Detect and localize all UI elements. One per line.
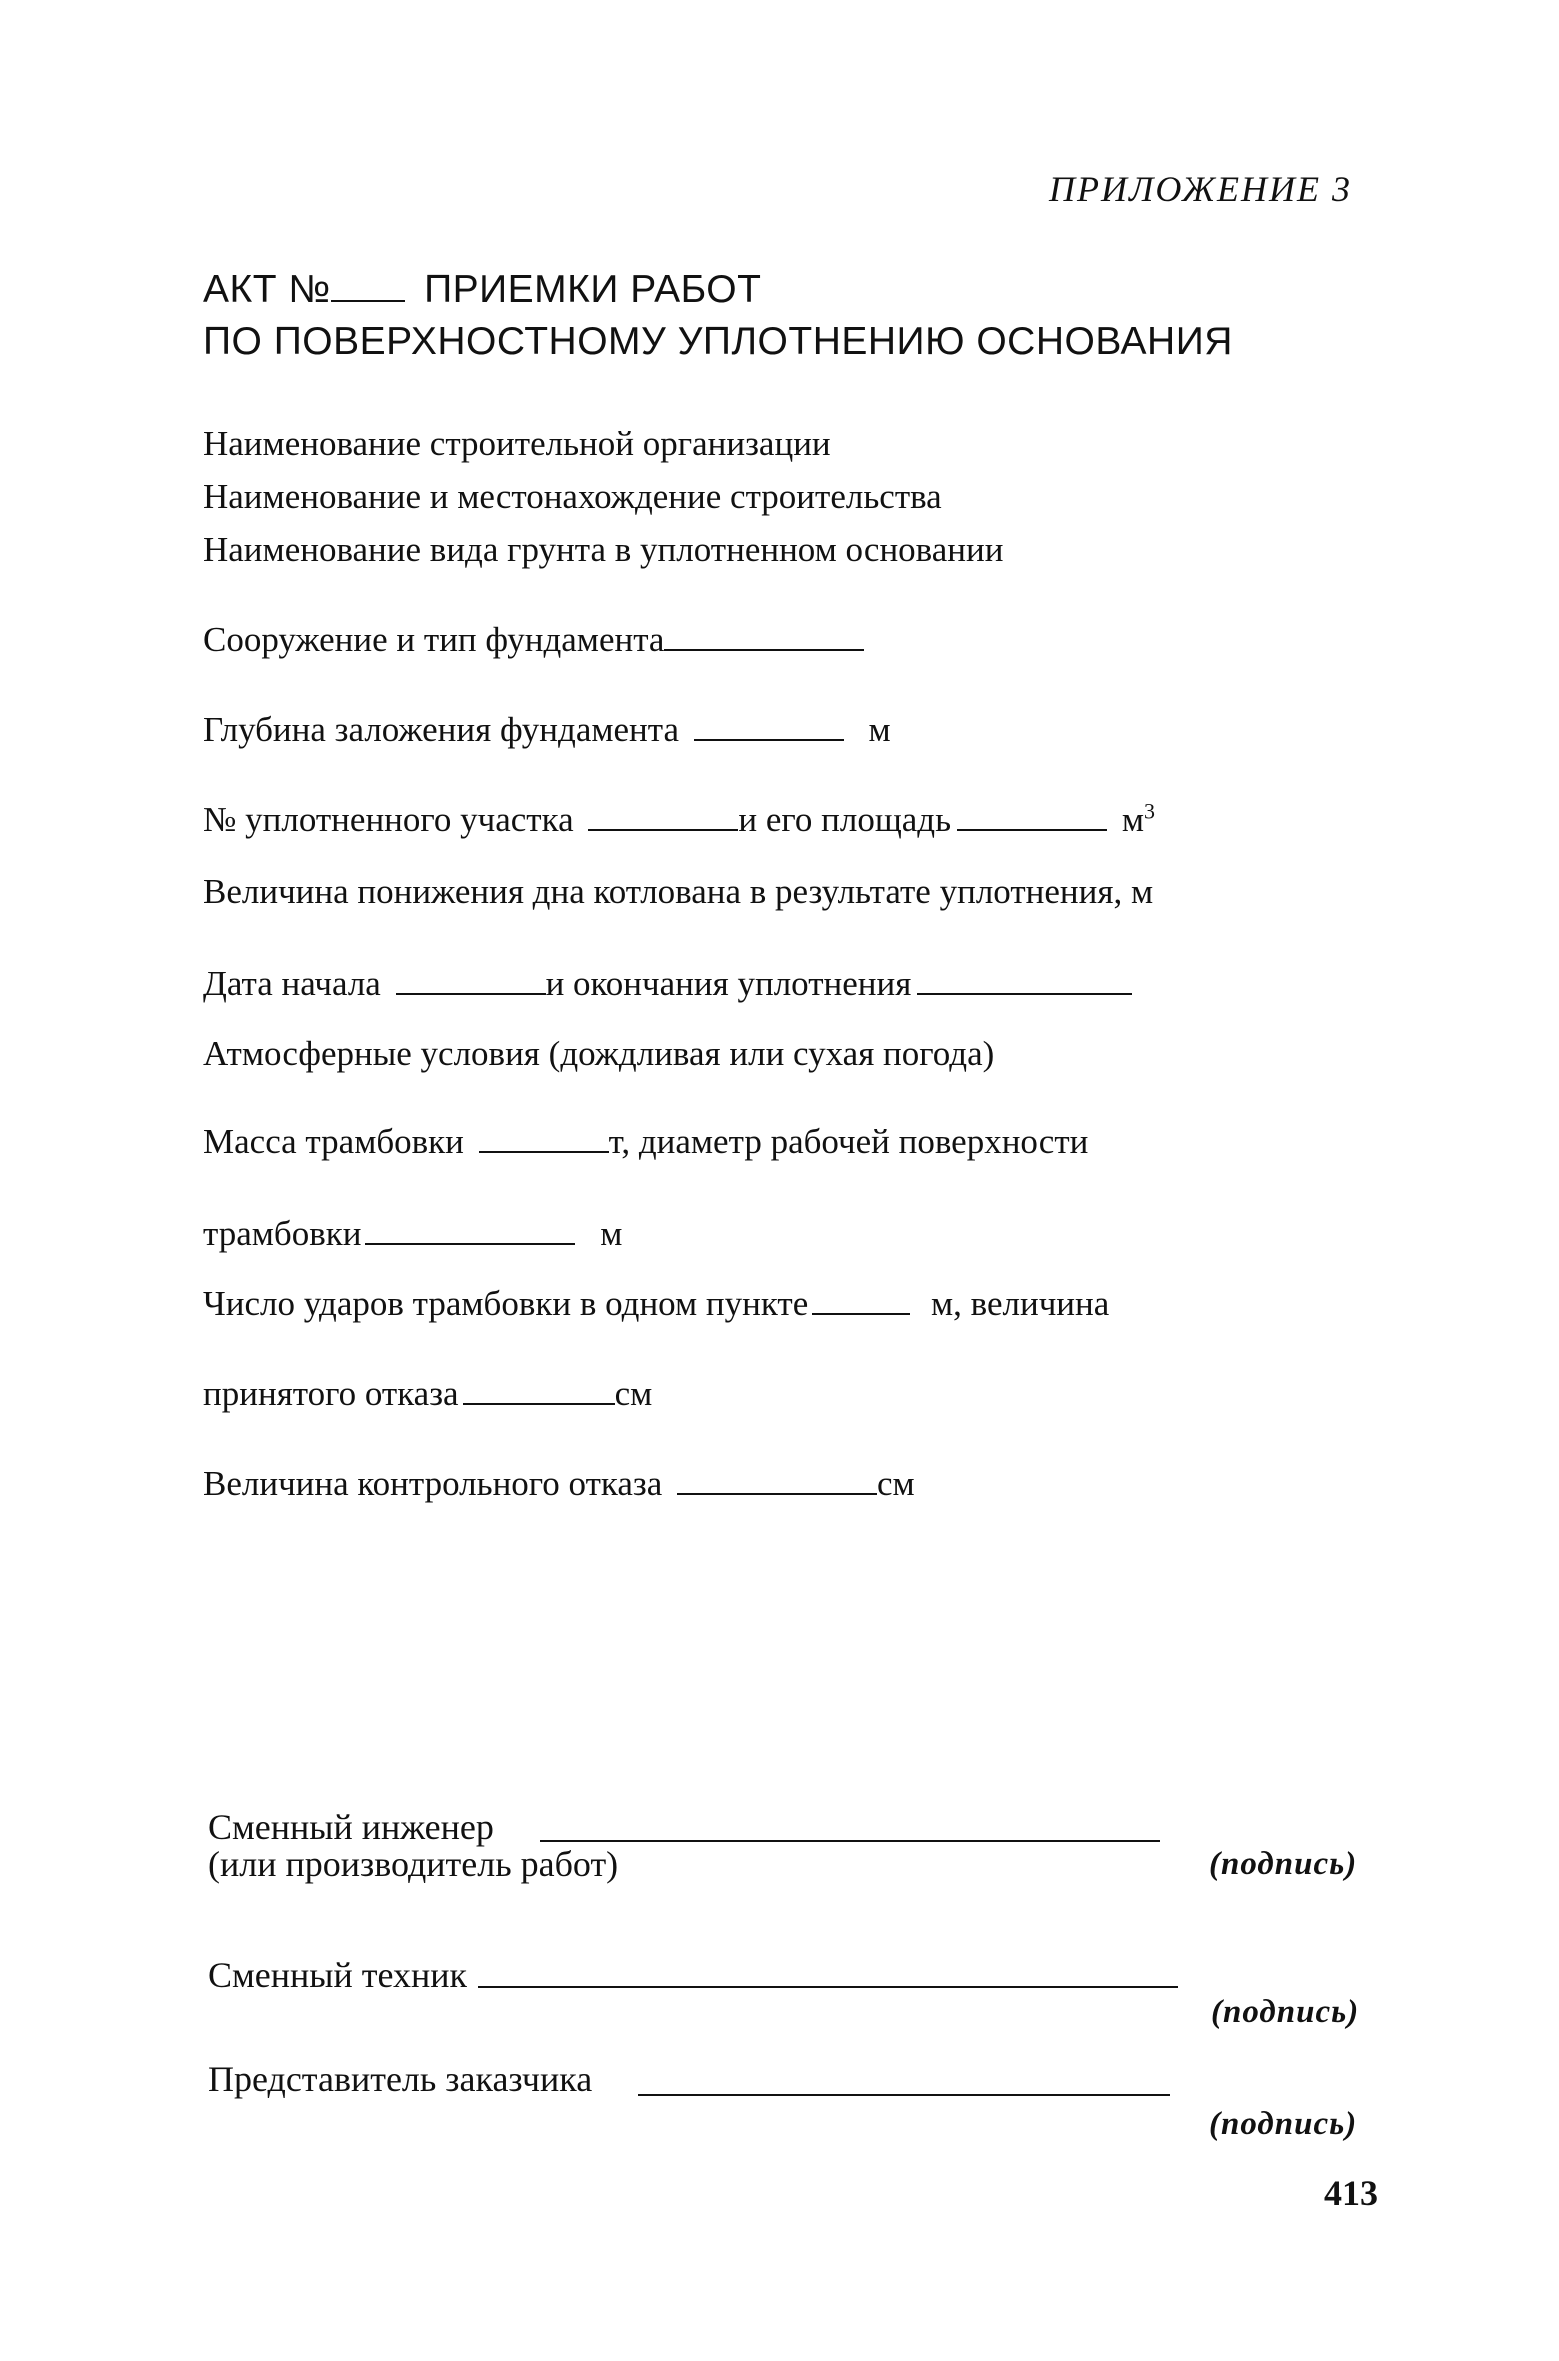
depth-label: Глубина заложения фундамента [203,710,680,749]
field-blows [203,1282,1109,1326]
act-number-blank [331,268,405,302]
page-number: 413 [1324,2173,1378,2213]
field-soil-type: Наименование вида грунта в уплотненном основании [203,530,1004,569]
field-structure [203,618,864,662]
depth-blank [694,709,844,741]
sig-engineer-line [540,1840,1160,1842]
field-control [203,1462,915,1506]
area-unit-sup: 3 [1143,798,1155,824]
sig-engineer-caption: (подпись) [1209,1846,1358,1882]
refusal-blank [463,1373,615,1405]
field-weather: Атмосферные условия (дождливая или сухая погода) [203,1034,995,1073]
start-label: Дата начала [203,964,381,1003]
field-mass [203,1120,1088,1164]
title-act-prefix: АКТ № [203,268,331,311]
structure-label: Сооружение и тип фундамента [203,620,665,659]
field-dates [203,962,1132,1006]
control-blank [677,1463,877,1495]
field-tamper [203,1212,622,1256]
field-area [203,798,1155,842]
blows-suffix: м, величина [931,1284,1110,1323]
structure-blank [664,619,864,651]
sig-technician-line [478,1986,1178,1988]
refusal-label: принятого отказа [203,1374,459,1413]
area-no-label: № уплотненного участка [203,800,574,839]
title-act-suffix: ПРИЕМКИ РАБОТ [424,268,762,311]
sig-customer-caption: (подпись) [1209,2106,1358,2142]
field-lowering: Величина понижения дна котлована в результате уплотнения, м [203,872,1154,911]
field-site-name: Наименование и местонахождение строительства [203,477,942,516]
tamper-unit: м [600,1214,623,1253]
start-blank [396,963,546,995]
tamper-blank [365,1213,575,1245]
area-no-blank [588,799,738,831]
refusal-unit: см [614,1374,653,1413]
sig-technician-caption: (подпись) [1211,1994,1360,2030]
mass-blank [479,1121,609,1153]
area-unit [1122,800,1155,839]
control-unit: см [877,1464,915,1503]
sig-engineer-line1: Сменный инженер [208,1807,494,1847]
depth-unit: м [868,710,891,749]
blows-blank [812,1283,910,1315]
area-label: и его площадь [738,800,952,839]
control-label: Величина контрольного отказа [203,1464,663,1503]
title-line-2: ПО ПОВЕРХНОСТНОМУ УПЛОТНЕНИЮ ОСНОВАНИЯ [203,320,1233,363]
field-org-name: Наименование строительной организации [203,424,831,463]
blows-label: Число ударов трамбовки в одном пункте [203,1284,809,1323]
sig-customer-line [638,2094,1170,2096]
appendix-heading: ПРИЛОЖЕНИЕ 3 [1049,169,1352,209]
sig-customer: Представитель заказчика [208,2059,593,2099]
area-blank [957,799,1107,831]
area-unit-text: м [1121,800,1144,839]
end-label: и окончания уплотнения [545,964,912,1003]
field-refusal [203,1372,652,1416]
field-depth [203,708,891,752]
end-blank [917,963,1132,995]
title-line-1 [203,266,761,314]
mass-label: Масса трамбовки [203,1122,464,1161]
sig-technician: Сменный техник [208,1955,468,1995]
tamper-label: трамбовки [203,1214,362,1253]
sig-engineer-line2: (или производитель работ) [208,1844,619,1884]
diameter-label: т, диаметр рабочей поверхности [608,1122,1089,1161]
